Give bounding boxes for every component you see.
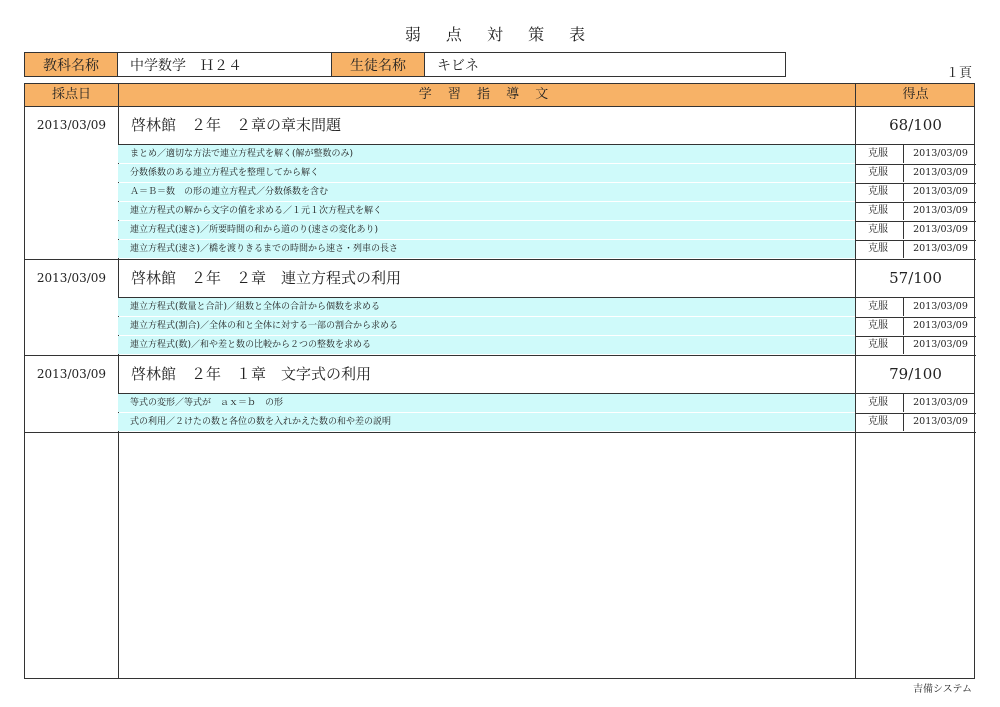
guidance-row [118,240,976,260]
status-label: 克服 [855,221,903,239]
group-title: 啓林館 ２年 ２章の章末問題 [131,116,342,134]
footer-company: 吉備システム [913,684,972,695]
group-score: 79/100 [889,365,942,383]
guidance-text: Ａ＝Ｂ＝数 の形の連立方程式／分数係数を含む [118,183,855,201]
student-value: キビネ [437,57,479,74]
status-date: 2013/03/09 [903,394,977,412]
status-label: 克服 [855,202,903,220]
status-label: 克服 [855,164,903,182]
guidance-row [118,164,976,184]
guidance-row [118,317,976,337]
header-score: 得点 [902,87,929,102]
page-number: １頁 [945,66,972,81]
status-label: 克服 [855,183,903,201]
subject-label: 教科名称 [25,53,118,76]
status-label: 克服 [855,145,903,163]
guidance-text: 連立方程式(速さ)／所要時間の和から道のり(速さの変化あり) [118,221,855,239]
status-label: 克服 [855,394,903,412]
header-guidance: 学 習 指 導 文 [418,87,555,102]
guidance-text: まとめ／適切な方法で連立方程式を解く(解が整数のみ) [118,145,855,163]
guidance-row [118,221,976,241]
group-score: 68/100 [889,116,942,134]
group-title: 啓林館 ２年 ２章 連立方程式の利用 [131,269,402,287]
weakness-table [24,83,975,679]
status-date: 2013/03/09 [903,240,977,258]
guidance-text: 連立方程式(割合)／全体の和と全体に対する一部の割合から求める [118,317,855,335]
status-date: 2013/03/09 [903,336,977,354]
guidance-row [118,145,976,165]
status-date: 2013/03/09 [903,413,977,431]
student-label: 生徒名称 [332,53,425,76]
status-label: 克服 [855,298,903,316]
status-date: 2013/03/09 [903,202,977,220]
status-date: 2013/03/09 [903,164,977,182]
guidance-row [118,298,976,318]
guidance-text: 連立方程式(数量と合計)／組数と全体の合計から個数を求める [118,298,855,316]
guidance-text: 式の利用／２けたの数と各位の数を入れかえた数の和や差の説明 [118,413,855,431]
table-header [25,84,974,107]
info-bar [24,52,786,77]
page-title: 弱 点 対 策 表 [404,25,596,44]
group-score: 57/100 [889,269,942,287]
status-date: 2013/03/09 [903,145,977,163]
guidance-row [118,336,976,356]
guidance-text: 分数係数のある連立方程式を整理してから解く [118,164,855,182]
guidance-text: 連立方程式の解から文字の値を求める／１元１次方程式を解く [118,202,855,220]
status-label: 克服 [855,317,903,335]
guidance-row [118,202,976,222]
status-label: 克服 [855,413,903,431]
guidance-row [118,394,976,414]
result-group [25,259,974,356]
group-date: 2013/03/09 [36,118,107,132]
result-group [25,106,974,260]
guidance-text: 連立方程式(速さ)／橋を渡りきるまでの時間から速さ・列車の長さ [118,240,855,258]
status-date: 2013/03/09 [903,221,977,239]
guidance-text: 連立方程式(数)／和や差と数の比較から２つの整数を求める [118,336,855,354]
result-group [25,355,974,433]
header-date: 採点日 [51,87,91,102]
guidance-row [118,413,976,433]
group-title: 啓林館 ２年 １章 文字式の利用 [131,365,372,383]
status-label: 克服 [855,336,903,354]
guidance-text: 等式の変形／等式が ａｘ＝ｂ の形 [118,394,855,412]
status-date: 2013/03/09 [903,183,977,201]
status-date: 2013/03/09 [903,298,977,316]
status-label: 克服 [855,240,903,258]
group-date: 2013/03/09 [36,271,107,285]
subject-value: 中学数学 Ｈ２４ [118,53,332,76]
guidance-row [118,183,976,203]
group-date: 2013/03/09 [36,367,107,381]
status-date: 2013/03/09 [903,317,977,335]
